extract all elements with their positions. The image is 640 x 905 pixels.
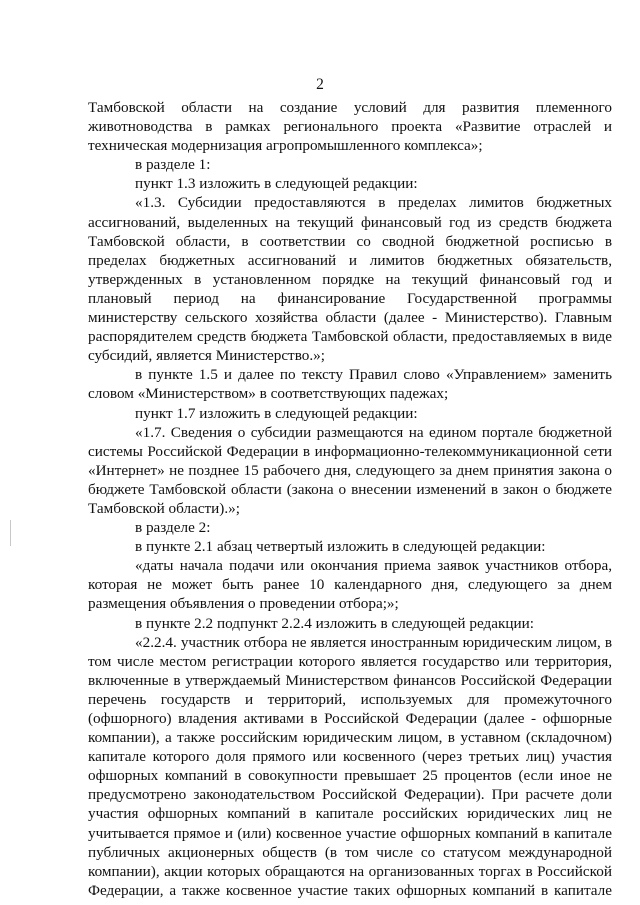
paragraph-item-1-3-text: «1.3. Субсидии предоставляются в пределах лимитов бюджетных ассигнований, выделенных на текущий финансовый год из средств бюджета Тамбовской области, в соответствии со сводной бюджетной росписью в пределах бюджетных ассигнований и лимитов бюджетных обязательств, утвержденных в установленном порядке на текущий финансовый год и плановый период на финансирование Государственной программы министерству сельского хозяйства области (далее - Министерство). Главным распорядителем средств бюджета Тамбовской области, предоставляемых в виде субсидий, является Министерство.»; [88, 194, 612, 365]
page-number: 2 [316, 76, 324, 93]
paragraph-item-2-2-4-text: «2.2.4. участник отбора не является иностранным юридическим лицом, в том числе местом регистрации которого является государство или территория, включенные в утверждаемый Министерством финансов Российской Федерации перечень государств и территорий, используемых для промежуточного (офшорного) владения активами в Российской Федерации (далее - офшорные компании), а также российским юридическим лицом, в уставном (складочном) капитале которого доля прямого или косвенного (через третьих лиц) участия офшорных компаний в совокупности превышает 25 процентов (если иное не предусмотрено законодательством Российской Федерации). При расчете доли участия офшорных компаний в капитале российских юридических лиц не учитывается прямое и (или) косвенное участие офшорных компаний в капитале публичных акционерных обществ (в том числе со статусом международной компании), акции которых обращаются на организованных торгах в Российской Федерации, а также косвенное участие таких офшорных компаний в капитале [88, 633, 612, 899]
paragraph-item-2-1-text: «даты начала подачи или окончания приема заявок участников отбора, которая не может быть ранее 10 календарного дня, следующего за днем размещения объявления о проведении отбора;»; [88, 557, 612, 613]
paragraph-item-1-7-text: «1.7. Сведения о субсидии размещаются на едином портале бюджетной системы Российской Федерации в информационно-телекоммуникационной сети «Интернет» не позднее 15 рабочего дня, следующего за днем принятия закона о бюджете Тамбовской области (закона о внесении изменений в закон о бюджете Тамбовской области).»; [88, 423, 612, 517]
paragraph-section-2: в разделе 2: [135, 519, 211, 537]
paragraph-section-1: в разделе 1: [135, 156, 211, 174]
paragraph-item-2-2-intro: в пункте 2.2 подпункт 2.2.4 изложить в следующей редакции: [135, 614, 534, 632]
document-body [88, 98, 612, 900]
paragraph-continuation: Тамбовской области на создание условий для развития племенного животноводства в рамках регионального проекта «Развитие отраслей и техническая модернизация агропромышленного комплекса»; [88, 99, 612, 155]
paragraph-item-1-3-intro: пункт 1.3 изложить в следующей редакции: [135, 175, 418, 193]
paragraph-item-1-5: в пункте 1.5 и далее по тексту Правил слово «Управлением» заменить словом «Министерством» в соответствующих падежах; [88, 366, 612, 403]
paragraph-item-2-1-intro: в пункте 2.1 абзац четвертый изложить в следующей редакции: [135, 538, 546, 556]
scan-margin-mark [10, 520, 11, 546]
paragraph-item-1-7-intro: пункт 1.7 изложить в следующей редакции: [135, 404, 418, 422]
